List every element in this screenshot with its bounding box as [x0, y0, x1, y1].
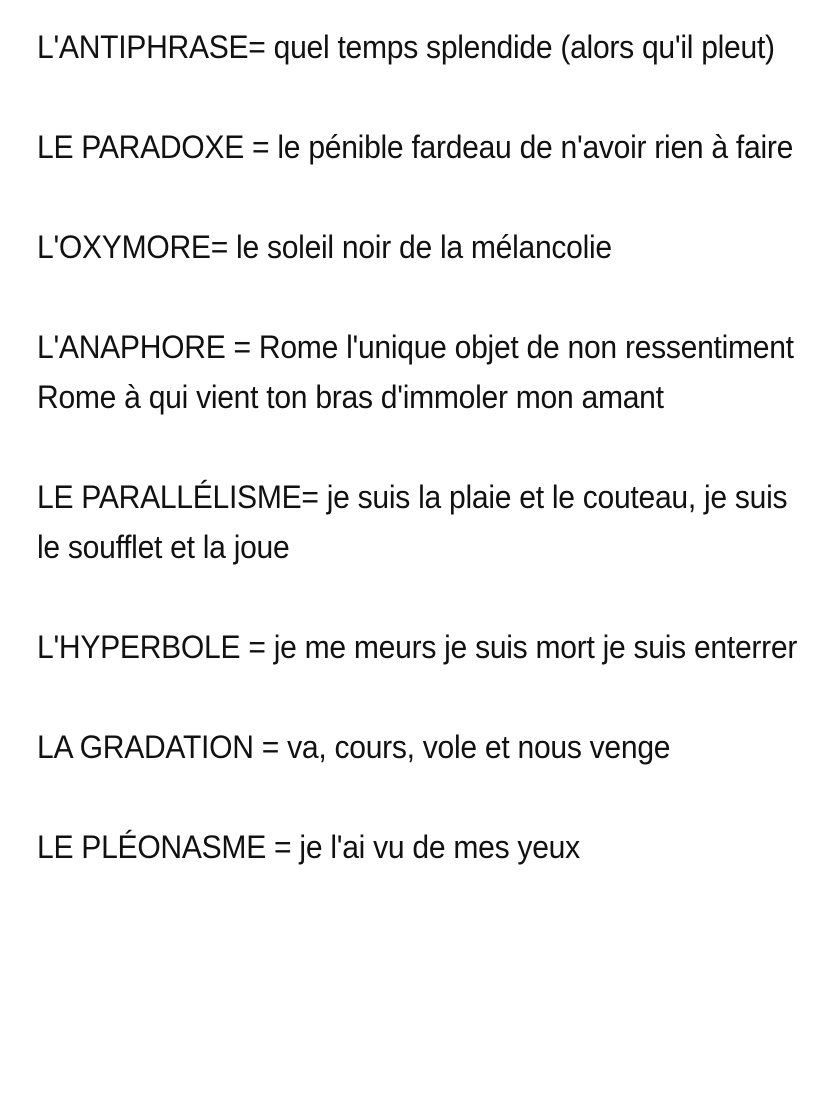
- entry-antiphrase: L'ANTIPHRASE= quel temps splendide (alors qu'il pleut): [37, 29, 775, 65]
- entry-oxymore: L'OXYMORE= le soleil noir de la mélancolie: [37, 229, 612, 265]
- entry-parallelisme: LE PARALLÉLISME= je suis la plaie et le couteau, je suis le soufflet et la joue: [37, 479, 788, 565]
- entry-hyperbole: L'HYPERBOLE = je me meurs je suis mort je suis enterrer: [37, 629, 798, 665]
- entry-anaphore: L'ANAPHORE = Rome l'unique objet de non ressentiment Rome à qui vient ton bras d'immoler mon amant: [37, 329, 794, 415]
- entry-gradation: LA GRADATION = va, cours, vole et nous venge: [37, 729, 671, 765]
- entry-paradoxe: LE PARADOXE = le pénible fardeau de n'avoir rien à faire: [37, 129, 794, 165]
- entry-pleonasme: LE PLÉONASME = je l'ai vu de mes yeux: [37, 829, 580, 865]
